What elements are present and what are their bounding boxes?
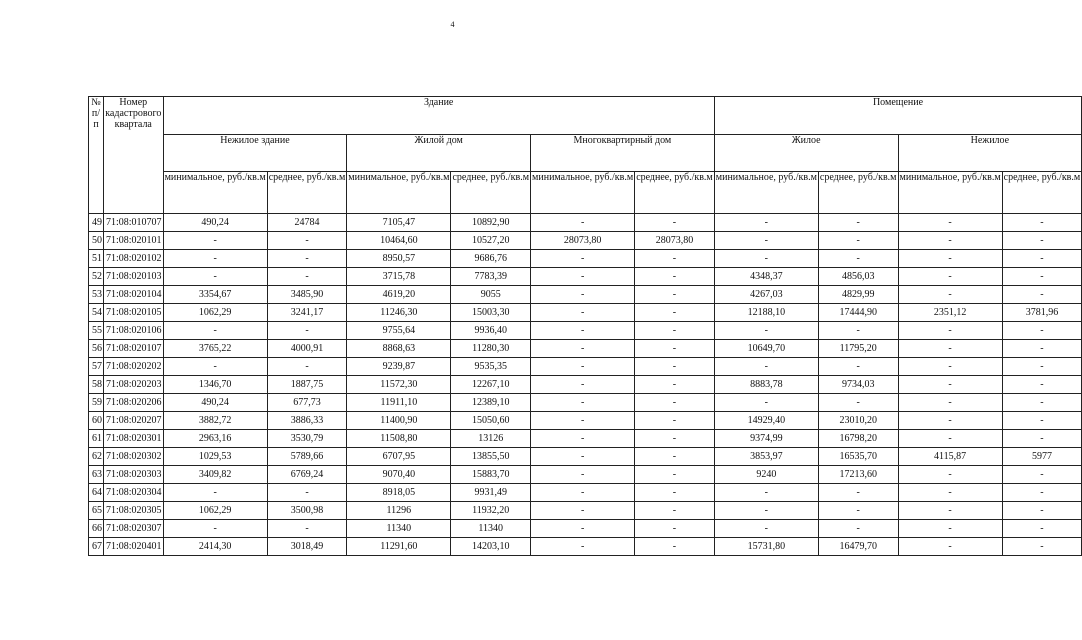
price-cell: - (818, 484, 898, 502)
table-row (89, 466, 1082, 484)
price-cell: 11795,20 (818, 340, 898, 358)
price-cell: - (1002, 358, 1082, 376)
cadastral-number-cell: 71:08:020102 (104, 250, 164, 268)
price-cell: - (531, 448, 635, 466)
price-cell: 9070,40 (347, 466, 451, 484)
price-cell: 10892,90 (451, 214, 531, 232)
price-cell: - (898, 286, 1002, 304)
table-row (89, 376, 1082, 394)
price-cell: - (163, 484, 267, 502)
price-cell: - (531, 430, 635, 448)
price-cell: - (1002, 538, 1082, 556)
price-cell: 16479,70 (818, 538, 898, 556)
price-cell: 490,24 (163, 394, 267, 412)
price-cell: 11340 (451, 520, 531, 538)
price-cell: - (898, 520, 1002, 538)
price-cell: - (635, 340, 715, 358)
price-cell: - (531, 412, 635, 430)
price-cell: 4267,03 (714, 286, 818, 304)
price-cell: 8868,63 (347, 340, 451, 358)
price-cell: 2963,16 (163, 430, 267, 448)
price-cell: - (635, 376, 715, 394)
cadastral-number-cell: 71:08:020203 (104, 376, 164, 394)
price-cell: - (898, 250, 1002, 268)
price-cell: 13855,50 (451, 448, 531, 466)
row-number-cell: 53 (89, 286, 104, 304)
price-cell: 13126 (451, 430, 531, 448)
price-cell: - (267, 358, 347, 376)
price-cell: - (898, 484, 1002, 502)
table-row (89, 322, 1082, 340)
price-cell: 3886,33 (267, 412, 347, 430)
price-cell: 28073,80 (531, 232, 635, 250)
cadastral-number-cell: 71:08:020106 (104, 322, 164, 340)
cadastral-number-cell: 71:08:020103 (104, 268, 164, 286)
price-cell: 11340 (347, 520, 451, 538)
price-cell: - (531, 250, 635, 268)
table-row (89, 430, 1082, 448)
price-cell: 12389,10 (451, 394, 531, 412)
price-cell: - (267, 322, 347, 340)
price-cell: 10649,70 (714, 340, 818, 358)
price-cell: 1062,29 (163, 304, 267, 322)
price-cell: - (531, 538, 635, 556)
price-cell: 9055 (451, 286, 531, 304)
table-row (89, 268, 1082, 286)
cadastral-number-cell: 71:08:020207 (104, 412, 164, 430)
price-cell: 14929,40 (714, 412, 818, 430)
price-cell: - (1002, 484, 1082, 502)
price-cell: 11400,90 (347, 412, 451, 430)
price-cell: 8950,57 (347, 250, 451, 268)
row-number-cell: 66 (89, 520, 104, 538)
table-row (89, 232, 1082, 250)
price-cell: - (531, 394, 635, 412)
cadastral-number-cell: 71:08:020401 (104, 538, 164, 556)
price-cell: - (163, 520, 267, 538)
cadastral-number-cell: 71:08:020301 (104, 430, 164, 448)
price-cell: - (714, 502, 818, 520)
header-avg: среднее, руб./кв.м (818, 172, 898, 214)
price-cell: - (898, 358, 1002, 376)
price-cell: - (1002, 466, 1082, 484)
price-cell: - (635, 268, 715, 286)
price-cell: 8918,05 (347, 484, 451, 502)
price-cell: - (163, 358, 267, 376)
price-cell: 3485,90 (267, 286, 347, 304)
price-cell: - (898, 394, 1002, 412)
price-cell: - (531, 340, 635, 358)
price-cell: - (818, 250, 898, 268)
price-cell: - (1002, 340, 1082, 358)
header-residential: Жилое (714, 135, 898, 172)
header-nonres-building: Нежилое здание (163, 135, 347, 172)
price-cell: - (818, 520, 898, 538)
price-cell: 11246,30 (347, 304, 451, 322)
cadastral-number-cell: 71:08:020305 (104, 502, 164, 520)
row-number-cell: 49 (89, 214, 104, 232)
price-cell: - (267, 232, 347, 250)
price-cell: - (635, 322, 715, 340)
header-avg: среднее, руб./кв.м (267, 172, 347, 214)
price-cell: - (635, 286, 715, 304)
price-cell: 9535,35 (451, 358, 531, 376)
cadastral-number-cell: 71:08:020307 (104, 520, 164, 538)
row-number-cell: 55 (89, 322, 104, 340)
row-number-cell: 51 (89, 250, 104, 268)
price-cell: 16798,20 (818, 430, 898, 448)
price-cell: 1346,70 (163, 376, 267, 394)
price-cell: 12188,10 (714, 304, 818, 322)
table-row (89, 340, 1082, 358)
price-cell: 3882,72 (163, 412, 267, 430)
price-cell: - (898, 502, 1002, 520)
header-nonresidential: Нежилое (898, 135, 1082, 172)
price-cell: 4856,03 (818, 268, 898, 286)
price-cell: - (714, 484, 818, 502)
price-cell: - (898, 376, 1002, 394)
price-cell: - (898, 430, 1002, 448)
price-cell: - (714, 520, 818, 538)
price-cell: - (163, 322, 267, 340)
price-cell: 7105,47 (347, 214, 451, 232)
price-cell: 11280,30 (451, 340, 531, 358)
price-cell: - (1002, 286, 1082, 304)
table-row (89, 520, 1082, 538)
cadastral-number-cell: 71:08:020202 (104, 358, 164, 376)
price-cell: 490,24 (163, 214, 267, 232)
price-cell: - (635, 250, 715, 268)
cadastral-number-cell: 71:08:020303 (104, 466, 164, 484)
price-cell: 10464,60 (347, 232, 451, 250)
price-cell: - (1002, 502, 1082, 520)
price-cell: 4115,87 (898, 448, 1002, 466)
row-number-cell: 54 (89, 304, 104, 322)
price-cell: 4619,20 (347, 286, 451, 304)
table-row (89, 304, 1082, 322)
header-apartment-house: Многоквартирный дом (531, 135, 715, 172)
price-cell: - (898, 538, 1002, 556)
price-cell: - (818, 322, 898, 340)
price-cell: - (898, 232, 1002, 250)
price-cell: 12267,10 (451, 376, 531, 394)
price-cell: 15883,70 (451, 466, 531, 484)
price-cell: 4829,99 (818, 286, 898, 304)
price-cell: - (635, 502, 715, 520)
price-cell: 3409,82 (163, 466, 267, 484)
price-cell: - (531, 286, 635, 304)
price-cell: - (635, 394, 715, 412)
price-cell: 5789,66 (267, 448, 347, 466)
price-cell: 3853,97 (714, 448, 818, 466)
price-cell: - (1002, 268, 1082, 286)
price-cell: - (635, 358, 715, 376)
price-cell: 11572,30 (347, 376, 451, 394)
price-cell: 3354,67 (163, 286, 267, 304)
price-cell: 9374,99 (714, 430, 818, 448)
price-cell: 11508,80 (347, 430, 451, 448)
price-cell: - (898, 466, 1002, 484)
price-cell: 1029,53 (163, 448, 267, 466)
table-row (89, 502, 1082, 520)
header-min: минимальное, руб./кв.м (714, 172, 818, 214)
price-cell: - (714, 232, 818, 250)
table-row (89, 286, 1082, 304)
price-cell: - (818, 232, 898, 250)
table-row (89, 538, 1082, 556)
price-cell: - (531, 484, 635, 502)
price-cell: 15050,60 (451, 412, 531, 430)
price-cell: 15731,80 (714, 538, 818, 556)
row-number-cell: 52 (89, 268, 104, 286)
price-cell: - (635, 466, 715, 484)
price-cell: - (635, 538, 715, 556)
price-cell: - (1002, 412, 1082, 430)
header-building: Здание (163, 97, 714, 135)
price-cell: 11296 (347, 502, 451, 520)
price-cell: - (531, 304, 635, 322)
price-cell: - (531, 520, 635, 538)
price-cell: - (635, 214, 715, 232)
row-number-cell: 62 (89, 448, 104, 466)
price-cell: 3715,78 (347, 268, 451, 286)
header-avg: среднее, руб./кв.м (1002, 172, 1082, 214)
price-cell: - (1002, 250, 1082, 268)
row-number-cell: 57 (89, 358, 104, 376)
table-row (89, 358, 1082, 376)
price-cell: - (818, 214, 898, 232)
price-cell: - (531, 466, 635, 484)
price-cell: 2414,30 (163, 538, 267, 556)
price-cell: - (714, 394, 818, 412)
row-number-cell: 67 (89, 538, 104, 556)
price-cell: - (531, 214, 635, 232)
cadastral-number-cell: 71:08:020206 (104, 394, 164, 412)
header-min: минимальное, руб./кв.м (347, 172, 451, 214)
price-cell: 9239,87 (347, 358, 451, 376)
price-cell: 3530,79 (267, 430, 347, 448)
header-min: минимальное, руб./кв.м (898, 172, 1002, 214)
table-row (89, 250, 1082, 268)
price-cell: 23010,20 (818, 412, 898, 430)
price-cell: 11932,20 (451, 502, 531, 520)
price-cell: - (531, 376, 635, 394)
cadastral-number-cell: 71:08:020302 (104, 448, 164, 466)
price-cell: 2351,12 (898, 304, 1002, 322)
price-cell: - (714, 250, 818, 268)
price-cell: - (1002, 322, 1082, 340)
price-cell: - (1002, 394, 1082, 412)
price-cell: - (635, 448, 715, 466)
price-cell: 4348,37 (714, 268, 818, 286)
price-cell: 17213,60 (818, 466, 898, 484)
header-avg: среднее, руб./кв.м (451, 172, 531, 214)
price-cell: 16535,70 (818, 448, 898, 466)
price-cell: - (714, 358, 818, 376)
cadastral-number-cell: 71:08:020107 (104, 340, 164, 358)
price-cell: - (818, 502, 898, 520)
header-avg: среднее, руб./кв.м (635, 172, 715, 214)
price-cell: 9686,76 (451, 250, 531, 268)
price-cell: - (714, 322, 818, 340)
price-cell: 9936,40 (451, 322, 531, 340)
price-cell: - (163, 232, 267, 250)
price-cell: - (267, 484, 347, 502)
price-cell: 15003,30 (451, 304, 531, 322)
row-number-cell: 60 (89, 412, 104, 430)
price-cell: 1062,29 (163, 502, 267, 520)
header-kadastr: Номер кадастрового квартала (104, 97, 164, 214)
price-cell: - (531, 322, 635, 340)
price-cell: - (1002, 520, 1082, 538)
price-cell: 1887,75 (267, 376, 347, 394)
price-cell: 5977 (1002, 448, 1082, 466)
price-cell: - (1002, 214, 1082, 232)
price-cell: 9734,03 (818, 376, 898, 394)
row-number-cell: 56 (89, 340, 104, 358)
price-cell: - (163, 250, 267, 268)
price-cell: 14203,10 (451, 538, 531, 556)
price-cell: - (898, 340, 1002, 358)
row-number-cell: 64 (89, 484, 104, 502)
price-cell: 6707,95 (347, 448, 451, 466)
price-cell: - (635, 484, 715, 502)
price-cell: 4000,91 (267, 340, 347, 358)
table-row (89, 214, 1082, 232)
header-premises: Помещение (714, 97, 1081, 135)
header-min: минимальное, руб./кв.м (531, 172, 635, 214)
table-row (89, 412, 1082, 430)
price-cell: 9755,64 (347, 322, 451, 340)
header-res-house: Жилой дом (347, 135, 531, 172)
price-cell: - (898, 214, 1002, 232)
row-number-cell: 63 (89, 466, 104, 484)
price-cell: - (531, 502, 635, 520)
price-cell: 3781,96 (1002, 304, 1082, 322)
row-number-cell: 50 (89, 232, 104, 250)
cadastral-number-cell: 71:08:020304 (104, 484, 164, 502)
row-number-cell: 59 (89, 394, 104, 412)
price-cell: - (714, 214, 818, 232)
price-cell: 17444,90 (818, 304, 898, 322)
page-number: 4 (450, 20, 455, 29)
table-row (89, 484, 1082, 502)
price-cell: - (635, 304, 715, 322)
price-cell: 7783,39 (451, 268, 531, 286)
price-cell: 28073,80 (635, 232, 715, 250)
cadastral-number-cell: 71:08:020104 (104, 286, 164, 304)
price-cell: - (898, 322, 1002, 340)
price-cell: 10527,20 (451, 232, 531, 250)
price-cell: 11911,10 (347, 394, 451, 412)
price-cell: - (818, 358, 898, 376)
price-cell: - (898, 268, 1002, 286)
price-cell: - (531, 358, 635, 376)
price-cell: 9240 (714, 466, 818, 484)
price-cell: 24784 (267, 214, 347, 232)
price-cell: 11291,60 (347, 538, 451, 556)
price-cell: - (898, 412, 1002, 430)
row-number-cell: 65 (89, 502, 104, 520)
price-cell: - (267, 268, 347, 286)
header-min: минимальное, руб./кв.м (163, 172, 267, 214)
cadastral-number-cell: 71:08:020105 (104, 304, 164, 322)
price-cell: - (267, 520, 347, 538)
price-cell: - (635, 520, 715, 538)
cadastral-number-cell: 71:08:020101 (104, 232, 164, 250)
price-cell: - (531, 268, 635, 286)
price-cell: 3018,49 (267, 538, 347, 556)
header-num: № п/п (89, 97, 104, 214)
price-cell: 9931,49 (451, 484, 531, 502)
price-cell: 8883,78 (714, 376, 818, 394)
price-cell: - (1002, 430, 1082, 448)
cadastral-number-cell: 71:08:010707 (104, 214, 164, 232)
price-cell: 6769,24 (267, 466, 347, 484)
row-number-cell: 61 (89, 430, 104, 448)
row-number-cell: 58 (89, 376, 104, 394)
price-cell: - (1002, 376, 1082, 394)
price-cell: - (1002, 232, 1082, 250)
table-row (89, 394, 1082, 412)
price-cell: - (818, 394, 898, 412)
price-cell: 3241,17 (267, 304, 347, 322)
price-cell: - (635, 430, 715, 448)
price-cell: 677,73 (267, 394, 347, 412)
price-cell: 3500,98 (267, 502, 347, 520)
table-body (89, 214, 1082, 556)
price-cell: - (163, 268, 267, 286)
price-cell: 3765,22 (163, 340, 267, 358)
table-row (89, 448, 1082, 466)
cadastral-price-table (88, 96, 1082, 556)
price-cell: - (267, 250, 347, 268)
price-cell: - (635, 412, 715, 430)
